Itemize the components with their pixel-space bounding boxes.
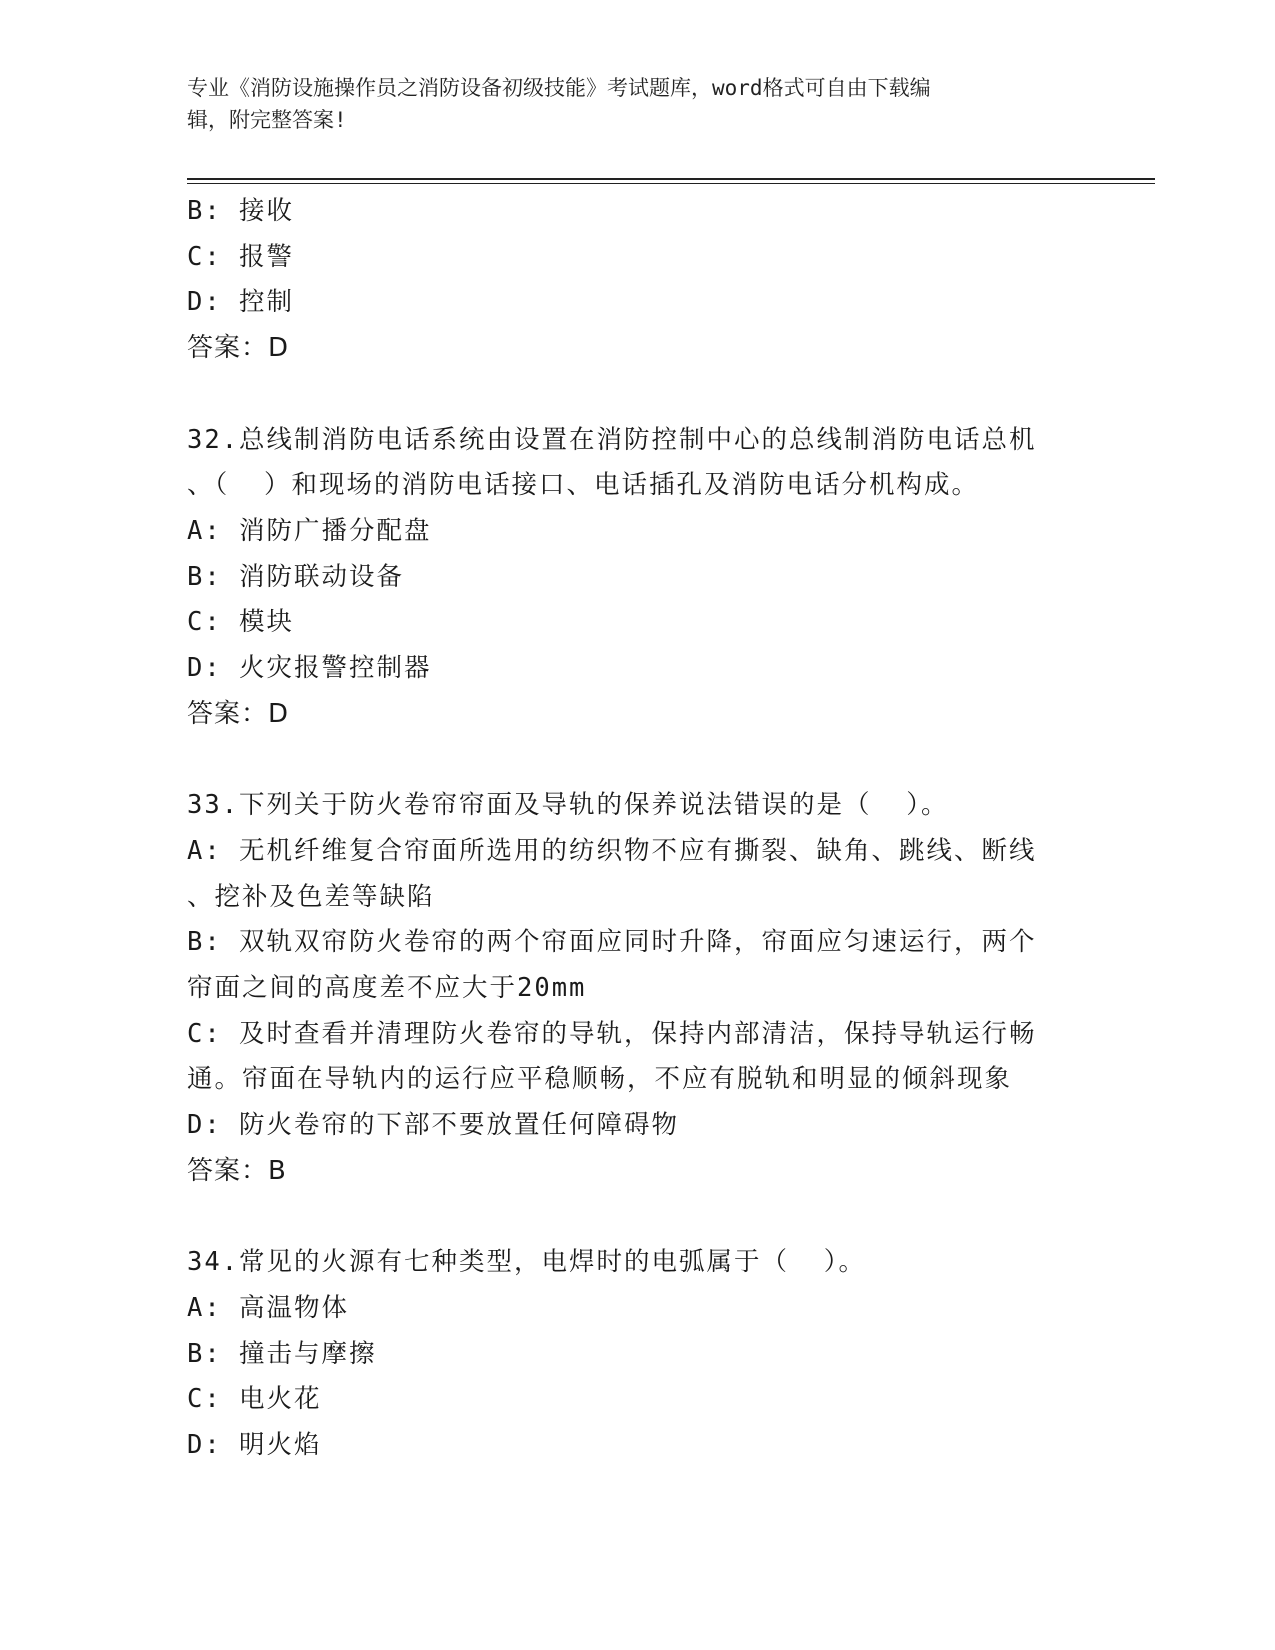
header-rule-thick: [187, 178, 1155, 180]
header-rule-thin: [187, 183, 1155, 184]
option-d: D: 明火焰: [187, 1429, 322, 1460]
option-c: C: 模块: [187, 607, 295, 638]
question-32-stem: 32.总线制消防电话系统由设置在消防控制中心的总线制消防电话总机: [187, 424, 1037, 455]
answer-line: 答案：B: [187, 1155, 287, 1186]
spacer: [187, 737, 1087, 783]
option-d: D: 控制: [187, 287, 295, 318]
option-c: C: 电火花: [187, 1384, 322, 1415]
option-d: D: 火灾报警控制器: [187, 653, 432, 684]
option-a: A: 消防广播分配盘: [187, 515, 432, 546]
option-b: B: 双轨双帘防火卷帘的两个帘面应同时升降，帘面应匀速运行，两个: [187, 927, 1037, 958]
option-b: B: 消防联动设备: [187, 561, 405, 592]
header-line-1: 专业《消防设施操作员之消防设备初级技能》考试题库，word格式可自由下载编: [187, 76, 931, 100]
option-b: B: 接收: [187, 196, 295, 226]
option-b-cont: 帘面之间的高度差不应大于20mm: [187, 972, 587, 1003]
option-a: A: 高温物体: [187, 1292, 350, 1323]
question-body: [187, 189, 1087, 1469]
document-header: [187, 72, 1087, 136]
option-a: A: 无机纤维复合帘面所选用的纺织物不应有撕裂、缺角、跳线、断线: [187, 835, 1037, 866]
spacer: [187, 372, 1087, 418]
option-c: C: 及时查看并清理防火卷帘的导轨，保持内部清洁，保持导轨运行畅: [187, 1018, 1037, 1049]
header-line-2: 辑，附完整答案!: [187, 108, 347, 132]
question-32-stem-cont: 、（ ）和现场的消防电话接口、电话插孔及消防电话分机构成。: [187, 470, 979, 501]
answer-line: 答案：D: [187, 698, 290, 729]
question-33-stem: 33.下列关于防火卷帘帘面及导轨的保养说法错误的是（ ）。: [187, 790, 949, 821]
option-a-cont: 、挖补及色差等缺陷: [187, 881, 435, 912]
option-b: B: 撞击与摩擦: [187, 1338, 377, 1369]
answer-line: 答案：D: [187, 333, 290, 364]
spacer: [187, 1194, 1087, 1240]
option-c: C: 报警: [187, 241, 295, 272]
question-34-stem: 34.常见的火源有七种类型，电焊时的电弧属于（ ）。: [187, 1247, 867, 1278]
option-d: D: 防火卷帘的下部不要放置任何障碍物: [187, 1110, 680, 1141]
option-c-cont: 通。帘面在导轨内的运行应平稳顺畅，不应有脱轨和明显的倾斜现象: [187, 1064, 1013, 1095]
